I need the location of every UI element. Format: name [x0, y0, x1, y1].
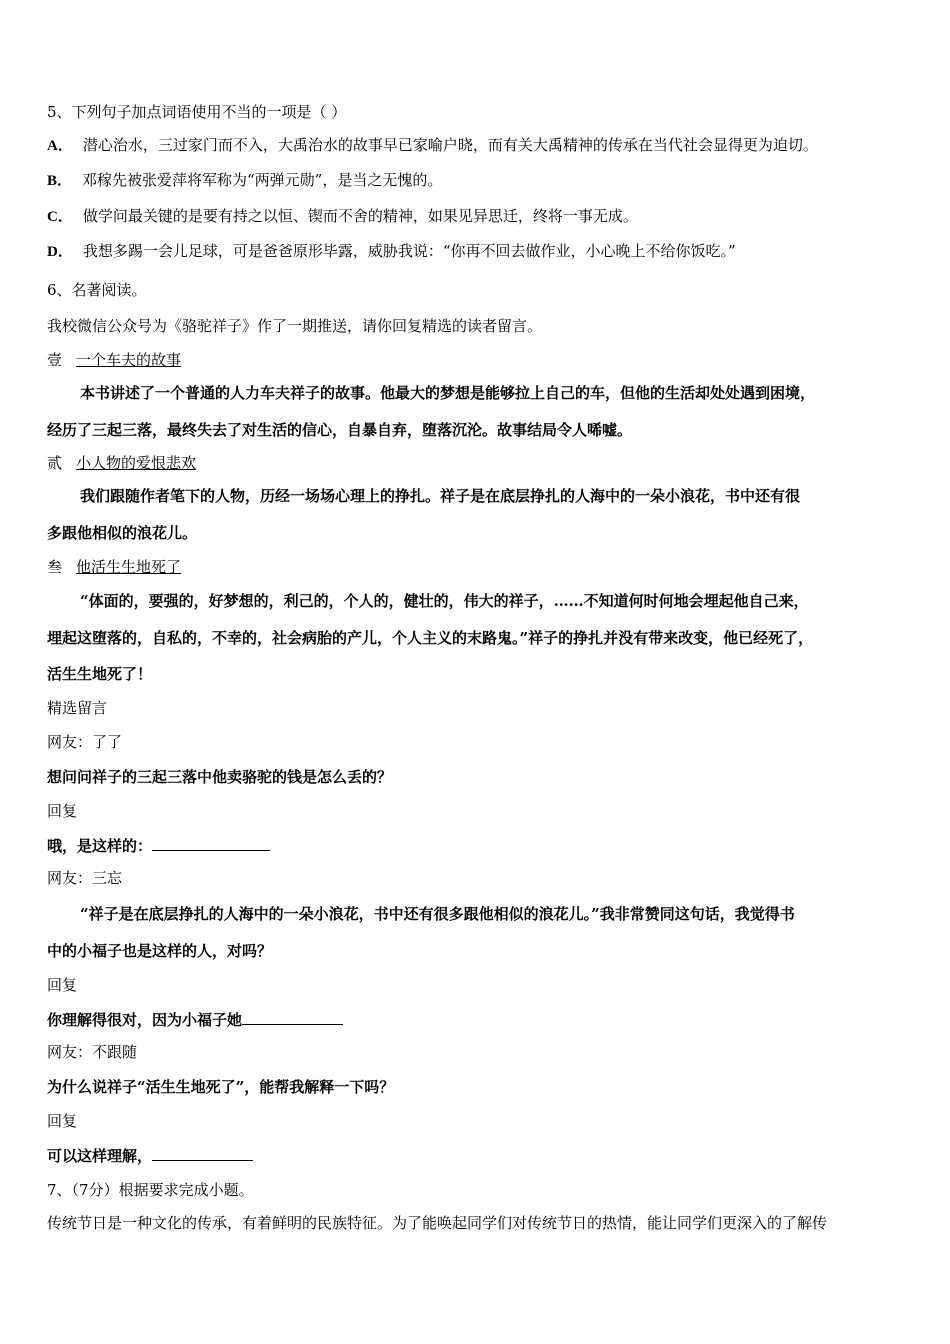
comment-text: 中的小福子也是这样的人，对吗？ [47, 942, 273, 960]
comment-user: 网友：了了 [47, 733, 123, 751]
comment-text: “祥子是在底层挣扎的人海中的一朵小浪花，书中还有很多跟他相似的浪花儿。”我非常赞同这句话，我觉得书 [80, 905, 795, 923]
q6-intro: 我校微信公众号为《骆驼祥子》作了一期推送，请你回复精选的读者留言。 [47, 317, 543, 335]
option-text: 潜心治水，三过家门而不入，大禹治水的故事早已家喻户晓，而有关大禹精神的传承在当代社会显得更为迫切。 [82, 136, 818, 154]
reply-text: 可以这样理解， [47, 1147, 153, 1165]
reply-label: 回复 [47, 802, 78, 820]
comment-user: 网友：不跟随 [47, 1043, 138, 1061]
comment-user: 网友：三忘 [47, 869, 123, 887]
reply-line [47, 1009, 343, 1030]
q6-stem: 6、名著阅读。 [47, 281, 147, 299]
section-text: 本书讲述了一个普通的人力车夫祥子的故事。他最大的梦想是能够拉上自己的车，但他的生活却处处遇到困境， [80, 384, 816, 402]
section-text: 经历了三起三落，最终失去了对生活的信心，自暴自弃，堕落沉沦。故事结局令人唏嘘。 [47, 421, 633, 439]
option-label: B． [47, 173, 73, 189]
option-text: 做学问最关键的是要有持之以恒、锲而不舍的精神，如果见异思迁，终将一事无成。 [82, 207, 638, 225]
q5-stem: 5、下列句子加点词语使用不当的一项是（ ） [47, 103, 347, 121]
section-number: 壹 [47, 351, 63, 369]
reply-line [47, 1145, 253, 1166]
section-text: 我们跟随作者笔下的人物，历经一场场心理上的挣扎。祥子是在底层挣扎的人海中的一朵小浪花，书中还有很 [80, 487, 801, 505]
option-label: A． [47, 138, 73, 154]
section-heading [47, 350, 181, 370]
q5-option-c [47, 206, 638, 227]
reply-text: 哦，是这样的： [47, 837, 153, 855]
section-number: 叁 [47, 558, 63, 576]
comment-text: 想问问祥子的三起三落中他卖骆驼的钱是怎么丢的？ [47, 768, 393, 786]
option-label: C． [47, 209, 73, 225]
q5-option-b [47, 170, 442, 191]
section-text: 埋起这堕落的，自私的，不幸的，社会病胎的产儿，个人主义的末路鬼。”祥子的挣扎并没有带来改变，他已经死了， [47, 629, 814, 647]
q7-stem: 7、（7分）根据要求完成小题。 [47, 1181, 254, 1199]
section-title: 一个车夫的故事 [76, 351, 182, 369]
comment-text: 为什么说祥子“活生生地死了”，能帮我解释一下吗？ [47, 1078, 395, 1096]
reply-text: 你理解得很对，因为小福子她 [47, 1011, 243, 1029]
answer-blank[interactable] [152, 835, 270, 851]
section-title: 他活生生地死了 [76, 558, 182, 576]
answer-blank[interactable] [242, 1009, 343, 1025]
section-text: 多跟他相似的浪花儿。 [47, 524, 198, 542]
q5-option-d [47, 241, 736, 262]
reply-line [47, 835, 270, 856]
section-heading [47, 557, 181, 577]
section-text: 活生生地死了！ [47, 665, 153, 683]
option-label: D． [47, 244, 73, 260]
reply-label: 回复 [47, 976, 78, 994]
section-title: 小人物的爱恨悲欢 [76, 454, 197, 472]
comments-heading: 精选留言 [47, 699, 108, 717]
answer-blank[interactable] [152, 1145, 253, 1161]
q7-text: 传统节日是一种文化的传承，有着鲜明的民族特征。为了能唤起同学们对传统节日的热情，能让同学们更深入的了解传 [47, 1214, 828, 1232]
section-number: 贰 [47, 454, 63, 472]
reply-label: 回复 [47, 1112, 78, 1130]
q5-option-a [47, 135, 818, 156]
option-text: 邓稼先被张爱萍将军称为“两弹元勋”，是当之无愧的。 [82, 171, 443, 189]
section-text: “体面的，要强的，好梦想的，利己的，个人的，健壮的，伟大的祥子，……不知道何时何地会埋起他自己来， [80, 592, 809, 610]
section-heading [47, 453, 196, 473]
option-text: 我想多踢一会儿足球，可是爸爸原形毕露，威胁我说：“你再不回去做作业，小心晚上不给你饭吃。” [82, 242, 736, 260]
